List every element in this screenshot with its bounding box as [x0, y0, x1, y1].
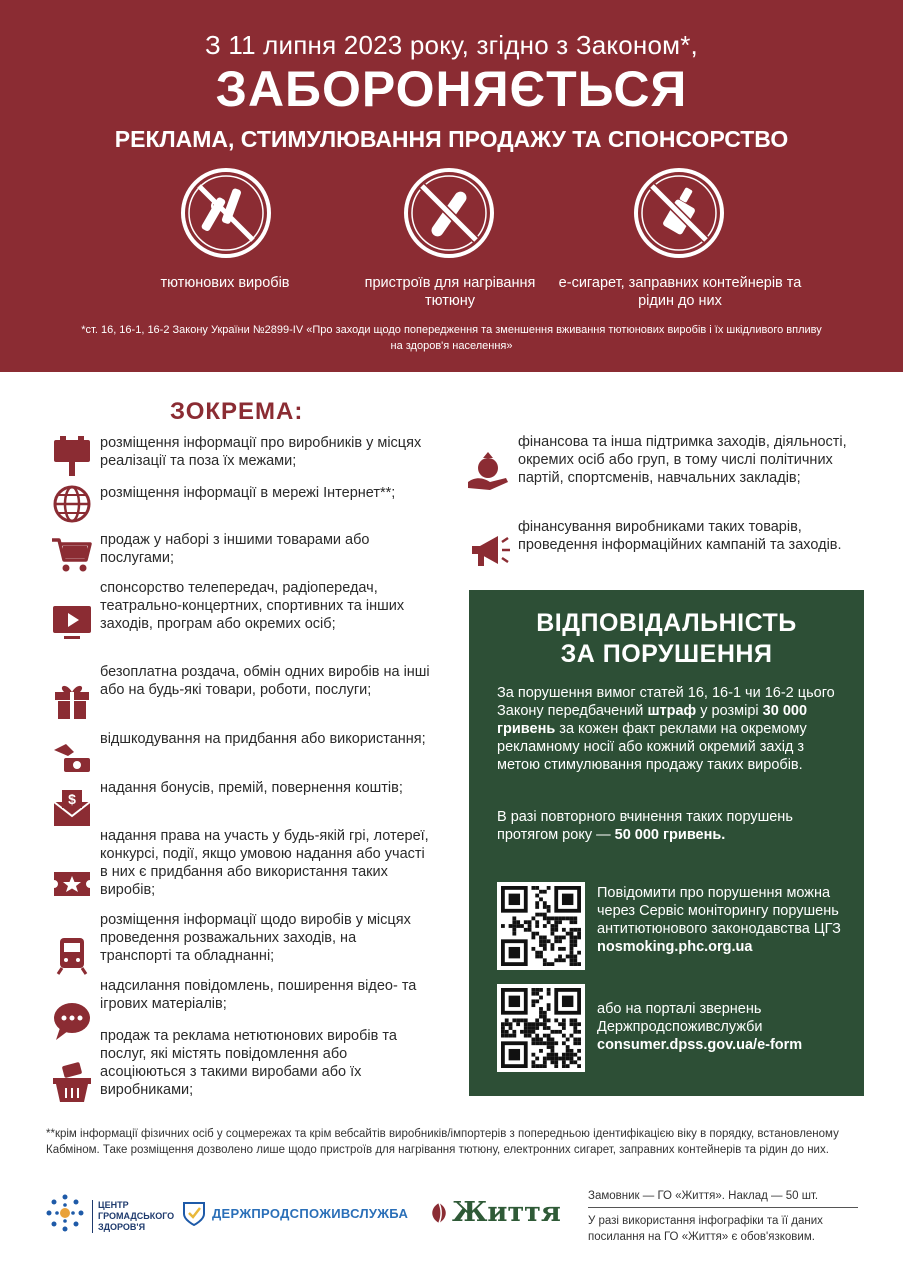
- list-item: відшкодування на придбання або використання;: [100, 731, 426, 747]
- dpss-shield-icon: [182, 1200, 206, 1226]
- no-heated-tobacco-icon: [402, 166, 496, 260]
- phc-logo-icon: [44, 1192, 86, 1234]
- ban-label-e-cigarettes: е-сигарет, заправних контейнерів та рідин до них: [558, 275, 802, 309]
- bottom-footnote: **крім інформації фізичних осіб у соцмережах та крім вебсайтів виробників/імпортерів з попередньою ідентифікацією віку в порядку, встановленому Кабміном. Таке розміщення дозволено лише щодо пристроїв для нагрівання тютюну, електронних сигарет, заправних контейнерів та рідин до них.: [46, 1128, 839, 1156]
- law-footnote: *ст. 16, 16-1, 16-2 Закону України №2899-IV «Про заходи щодо попередження та зменшення вживання тютюнових виробів і їх шкідливого впливу на здоров'я населення»: [81, 324, 822, 352]
- list-item: безоплатна роздача, обмін одних виробів на інші або на будь-які товари, роботи, послуги;: [100, 664, 430, 698]
- fine-paragraph: За порушення вимог статей 16, 16-1 чи 16-2 цього Закону передбачений штраф у розмірі 30 000 гривень за кожен факт реклами на окремому рекламному носії або кожний окремий захід з метою стимулювання продажу таких виробів.: [497, 685, 835, 773]
- footer-credits: Замовник — ГО «Життя». Наклад — 50 шт. У разі використання інфографіки та її даних посилання на ГО «Життя» є обов'язковим.: [588, 1188, 878, 1245]
- responsibility-title: ВІДПОВІДАЛЬНІСТЬ ЗА ПОРУШЕННЯ: [536, 609, 797, 668]
- list-item: розміщення інформації про виробників у місцях реалізації та поза їх межами;: [100, 435, 422, 469]
- header-title: ЗАБОРОНЯЄТЬСЯ: [215, 61, 688, 117]
- money-hand-icon: [50, 736, 94, 780]
- section-heading: ЗОКРЕМА:: [170, 398, 304, 425]
- responsibility-box: [469, 590, 864, 1096]
- list-item: розміщення інформації в мережі Інтернет**;: [100, 485, 396, 501]
- leaf-logo-icon: [428, 1202, 450, 1224]
- nosmoking-link[interactable]: nosmoking.phc.org.ua: [597, 939, 753, 955]
- phc-logo-text: ЦЕНТР ГРОМАДСЬКОГО ЗДОРОВ'Я: [92, 1200, 174, 1233]
- dpss-logo-text: ДЕРЖПРОДСПОЖИВСЛУЖБА: [212, 1206, 409, 1221]
- billboard-icon: [50, 434, 94, 478]
- report-nosmoking-text: Повідомити про порушення можна через Сервіс моніторингу порушень антитютюнового законодавства ЦГЗ nosmoking.phc.org.ua: [597, 885, 841, 955]
- chat-bubble-icon: [50, 998, 94, 1042]
- list-item: надсилання повідомлень, поширення відео- та ігрових матеріалів;: [100, 978, 417, 1012]
- zhyttia-logo-text: Життя: [452, 1197, 561, 1228]
- ban-label-heating: пристроїв для нагрівання тютюну: [364, 275, 536, 309]
- megaphone-icon: [468, 528, 512, 572]
- header-subtitle: З 11 липня 2023 року, згідно з Законом*,: [205, 30, 698, 60]
- tv-play-icon: [50, 600, 94, 644]
- repeat-fine-paragraph: В разі повторного вчинення таких порушень протягом року — 50 000 гривень.: [497, 809, 793, 843]
- list-item: спонсорство телепередач, радіопередач, театрально-концертних, спортивних та інших заходів, програм або окремих осіб;: [100, 580, 405, 632]
- list-item: фінансування виробниками таких товарів, проведення інформаційних кампаній та заходів.: [518, 519, 842, 553]
- svg-text:$: $: [68, 791, 76, 807]
- dollar-envelope-icon: [50, 786, 94, 830]
- globe-icon: [50, 482, 94, 526]
- ban-label-tobacco: тютюнових виробів: [160, 275, 290, 291]
- list-item: фінансова та інша підтримка заходів, діяльності, окремих осіб або груп, в тому числі політичних партій, спортсменів, навчальних закладів;: [518, 434, 847, 486]
- gift-icon: [50, 678, 94, 722]
- qr-code-nosmoking[interactable]: [497, 882, 585, 970]
- tram-icon: [50, 932, 94, 976]
- header-banner: [0, 0, 903, 372]
- shopping-cart-icon: [50, 532, 94, 576]
- ticket-icon: [50, 862, 94, 906]
- header-tagline: РЕКЛАМА, СТИМУЛЮВАННЯ ПРОДАЖУ ТА СПОНСОРСТВО: [114, 126, 789, 152]
- dpss-link[interactable]: consumer.dpss.gov.ua/e-form: [597, 1037, 803, 1053]
- list-item: надання бонусів, премій, повернення коштів;: [100, 780, 403, 796]
- list-item: надання права на участь у будь-якій грі, лотереї, конкурсі, події, якщо умовою надання або участі в них є придбання або використання таких виробів;: [100, 828, 429, 898]
- report-dpss-text: або на порталі звернень Держпродспоживслужби consumer.dpss.gov.ua/e-form: [597, 1001, 803, 1053]
- list-item: продаж та реклама нетютюнових виробів та послуг, які містять повідомлення або асоціюються з такими виробами або їх виробниками;: [100, 1028, 397, 1098]
- money-bag-hand-icon: [466, 448, 510, 492]
- qr-code-dpss[interactable]: [497, 984, 585, 1072]
- footer-divider: [588, 1207, 858, 1208]
- list-item: розміщення інформації щодо виробів у місцях проведення розважальних заходів, на транспорті та обладнанні;: [100, 912, 411, 964]
- shopping-basket-icon: [50, 1060, 94, 1104]
- list-item: продаж у наборі з іншими товарами або послугами;: [100, 532, 370, 566]
- no-e-cigarette-icon: [632, 166, 726, 260]
- no-cigarette-icon: [179, 166, 273, 260]
